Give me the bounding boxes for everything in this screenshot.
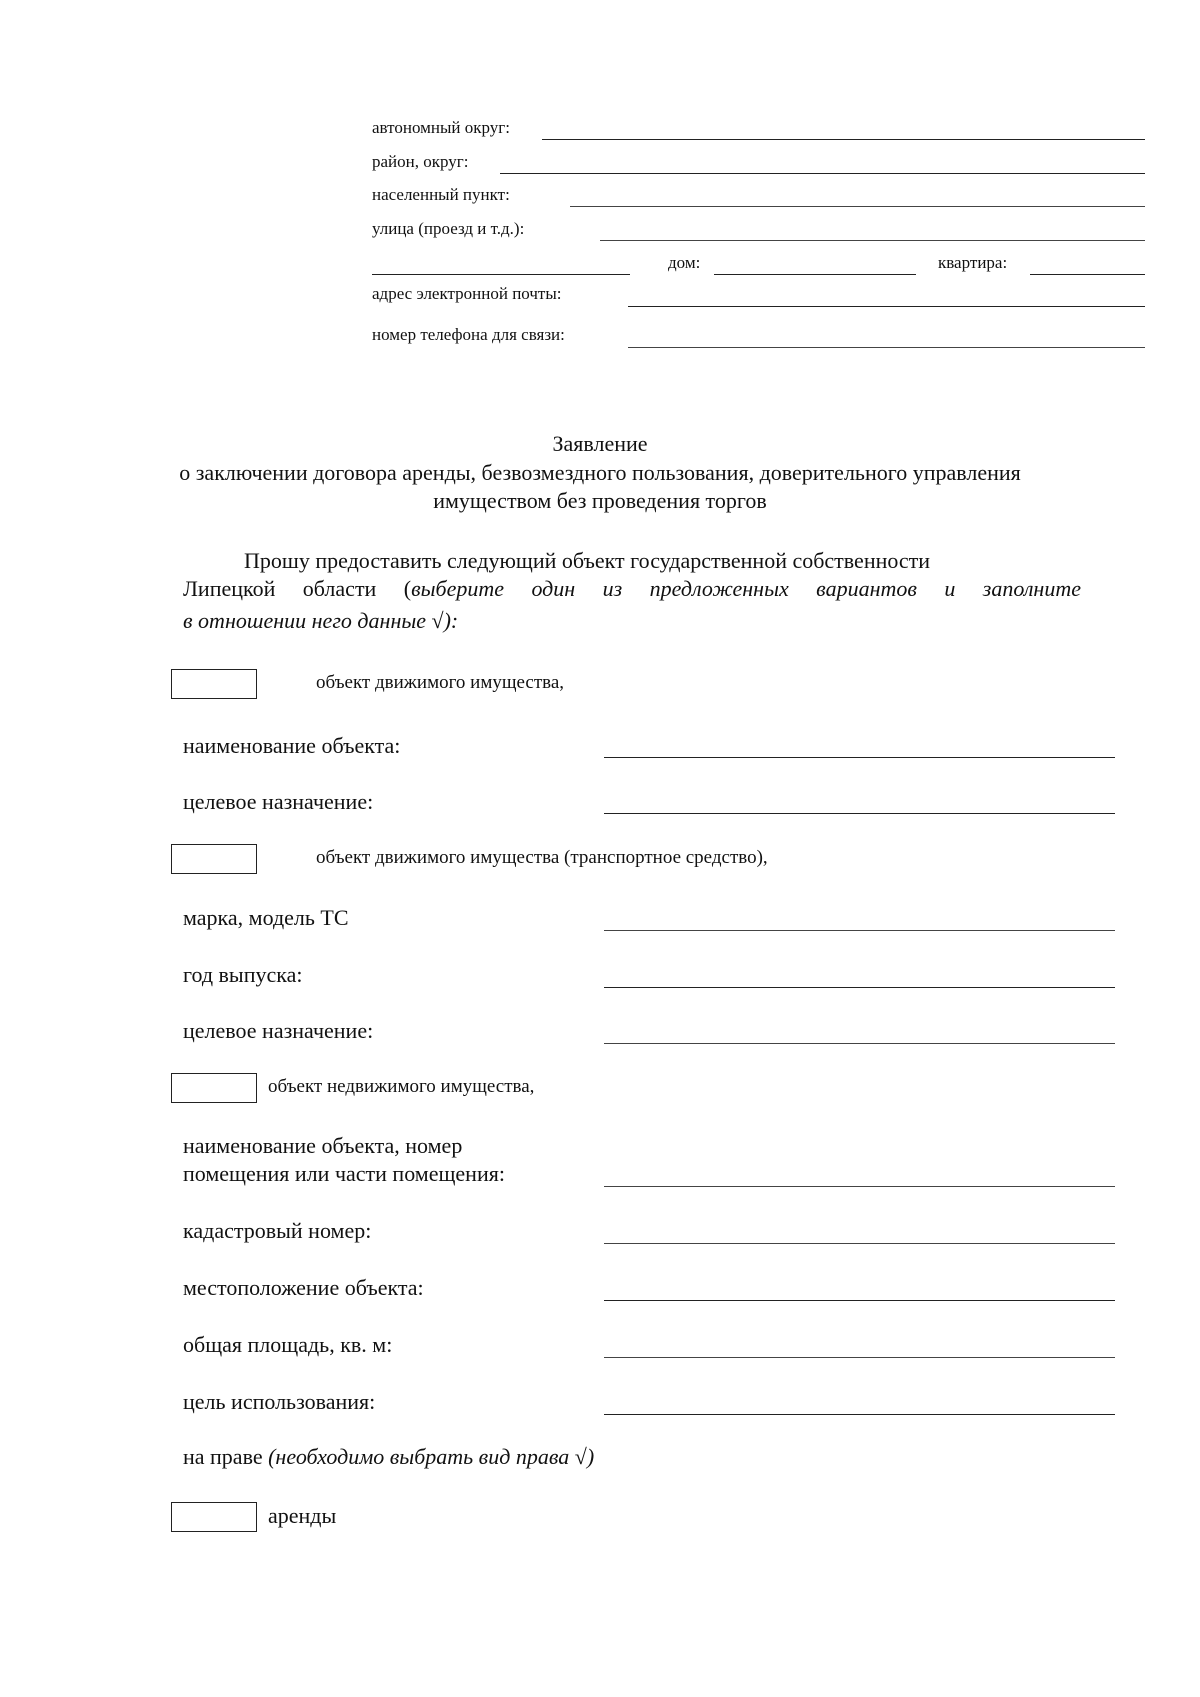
settlement-label: населенный пункт: — [372, 185, 510, 204]
district-field[interactable] — [500, 173, 1145, 174]
realty-location-label: местоположение объекта: — [183, 1275, 424, 1300]
apartment-field[interactable] — [1030, 274, 1145, 275]
right-type-hint: (необходимо выбрать вид права √) — [268, 1444, 595, 1469]
movable-name-label: наименование объекта: — [183, 733, 401, 758]
phone-label: номер телефона для связи: — [372, 325, 565, 344]
realty-area-label: общая площадь, кв. м: — [183, 1332, 393, 1357]
realty-cadastral-label: кадастровый номер: — [183, 1218, 372, 1243]
vehicle-label: объект движимого имущества (транспортное средство), — [316, 847, 768, 868]
street-label: улица (проезд и т.д.): — [372, 219, 525, 238]
movable-purpose-label: целевое назначение: — [183, 789, 374, 814]
email-field[interactable] — [628, 306, 1145, 307]
document-title: Заявление — [552, 431, 648, 456]
realty-area-field[interactable] — [604, 1357, 1115, 1358]
movable-property-checkbox[interactable] — [171, 669, 257, 699]
intro-line1: Прошу предоставить следующий объект государственной собственности — [244, 548, 931, 573]
vehicle-purpose-label: целевое назначение: — [183, 1018, 374, 1043]
document-subtitle-line1: о заключении договора аренды, безвозмездного пользования, доверительного управления — [179, 460, 1021, 485]
lease-label: аренды — [268, 1503, 337, 1528]
vehicle-year-field[interactable] — [604, 987, 1115, 988]
house-label: дом: — [668, 253, 701, 272]
autonomous-okrug-label: автономный округ: — [372, 118, 510, 137]
realty-use-field[interactable] — [604, 1414, 1115, 1415]
intro-line2 — [183, 576, 1081, 602]
vehicle-model-label: марка, модель ТС — [183, 905, 349, 930]
vehicle-model-field[interactable] — [604, 930, 1115, 931]
realty-name-field[interactable] — [604, 1186, 1115, 1187]
street-field[interactable] — [600, 240, 1145, 241]
realty-use-label: цель использования: — [183, 1389, 376, 1414]
apartment-label: квартира: — [938, 253, 1008, 272]
district-label: район, округ: — [372, 152, 469, 171]
autonomous-okrug-field[interactable] — [542, 139, 1145, 140]
movable-purpose-field[interactable] — [604, 813, 1115, 814]
vehicle-purpose-field[interactable] — [604, 1043, 1115, 1044]
movable-property-label: объект движимого имущества, — [316, 672, 565, 693]
movable-name-field[interactable] — [604, 757, 1115, 758]
realty-name-label-line2: помещения или части помещения: — [183, 1161, 505, 1186]
realty-location-field[interactable] — [604, 1300, 1115, 1301]
right-type-label — [183, 1444, 594, 1470]
vehicle-checkbox[interactable] — [171, 844, 257, 874]
realty-name-label-line1: наименование объекта, номер — [183, 1133, 463, 1158]
intro-line2-italic: выберите один из предложенных вариантов и заполните — [411, 576, 1081, 601]
document-subtitle-line2: имуществом без проведения торгов — [433, 488, 767, 513]
right-type-plain: на праве — [183, 1444, 269, 1469]
intro-line2-plain: Липецкой области ( — [183, 576, 412, 601]
settlement-field[interactable] — [570, 206, 1145, 207]
email-label: адрес электронной почты: — [372, 284, 562, 303]
phone-field[interactable] — [628, 347, 1145, 348]
intro-line3: в отношении него данные √): — [183, 608, 459, 633]
realty-checkbox[interactable] — [171, 1073, 257, 1103]
realty-cadastral-field[interactable] — [604, 1243, 1115, 1244]
house-field[interactable] — [714, 274, 916, 275]
street-continuation-field[interactable] — [372, 274, 630, 275]
realty-label: объект недвижимого имущества, — [268, 1076, 535, 1097]
lease-checkbox[interactable] — [171, 1502, 257, 1532]
vehicle-year-label: год выпуска: — [183, 962, 303, 987]
